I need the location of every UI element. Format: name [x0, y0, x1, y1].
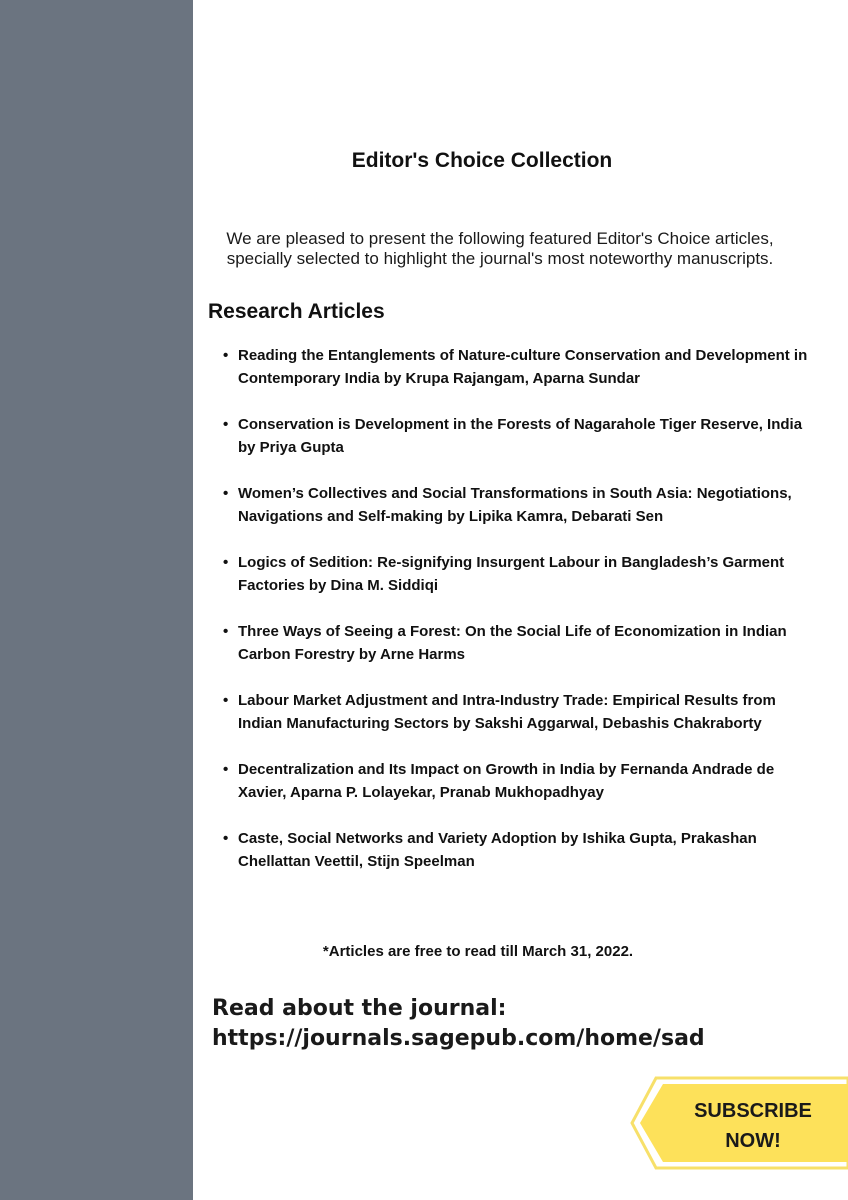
bullet-icon: • — [223, 554, 229, 571]
journal-url-link[interactable]: https://journals.sagepub.com/home/sad — [212, 1026, 705, 1051]
article-title[interactable]: Women’s Collectives and Social Transformations in South Asia: Negotiations, Navigations and Self-making by Lipika Kamra, Debarati Sen — [238, 485, 792, 525]
bullet-icon: • — [223, 761, 229, 778]
list-item[interactable] — [208, 758, 808, 804]
subscribe-label — [658, 1096, 848, 1156]
page-title: Editor's Choice Collection — [351, 149, 613, 172]
bullet-icon: • — [223, 416, 229, 433]
article-title[interactable]: Reading the Entanglements of Nature-culture Conservation and Development in Contemporary India by Krupa Rajangam, Aparna Sundar — [238, 347, 808, 387]
section-heading: Research Articles — [208, 300, 385, 323]
sidebar-band — [0, 0, 193, 1200]
article-title[interactable]: Conservation is Development in the Forests of Nagarahole Tiger Reserve, India by Priya Gupta — [238, 416, 803, 456]
article-list — [208, 344, 808, 896]
article-title[interactable]: Three Ways of Seeing a Forest: On the Social Life of Economization in Indian Carbon Forestry by Arne Harms — [238, 623, 787, 663]
list-item[interactable] — [208, 689, 808, 735]
article-title[interactable]: Caste, Social Networks and Variety Adoption by Ishika Gupta, Prakashan Chellattan Veettil, Stijn Speelman — [238, 830, 757, 870]
article-title[interactable]: Labour Market Adjustment and Intra-Industry Trade: Empirical Results from Indian Manufacturing Sectors by Sakshi Aggarwal, Debashis Chakraborty — [238, 692, 776, 732]
list-item[interactable] — [208, 551, 808, 597]
bullet-icon: • — [223, 623, 229, 640]
article-title[interactable]: Decentralization and Its Impact on Growth in India by Fernanda Andrade de Xavier, Aparna P. Lolayekar, Pranab Mukhopadhyay — [238, 761, 775, 801]
subscribe-button[interactable] — [630, 1076, 848, 1170]
subscribe-line-1: SUBSCRIBE — [694, 1100, 812, 1122]
bullet-icon: • — [223, 485, 229, 502]
bullet-icon: • — [223, 347, 229, 364]
bullet-icon: • — [223, 692, 229, 709]
intro-paragraph: We are pleased to present the following featured Editor's Choice articles, specially selected to highlight the journal's most noteworthy manuscripts. — [226, 229, 774, 268]
read-about-label: Read about the journal: — [212, 996, 507, 1021]
list-item[interactable] — [208, 827, 808, 873]
article-title[interactable]: Logics of Sedition: Re-signifying Insurgent Labour in Bangladesh’s Garment Factories by Dina M. Siddiqi — [238, 554, 785, 594]
list-item[interactable] — [208, 344, 808, 390]
journal-info — [212, 994, 772, 1054]
bullet-icon: • — [223, 830, 229, 847]
free-access-note: *Articles are free to read till March 31, 2022. — [322, 943, 634, 960]
list-item[interactable] — [208, 482, 808, 528]
subscribe-line-2: NOW! — [725, 1130, 781, 1152]
list-item[interactable] — [208, 413, 808, 459]
list-item[interactable] — [208, 620, 808, 666]
